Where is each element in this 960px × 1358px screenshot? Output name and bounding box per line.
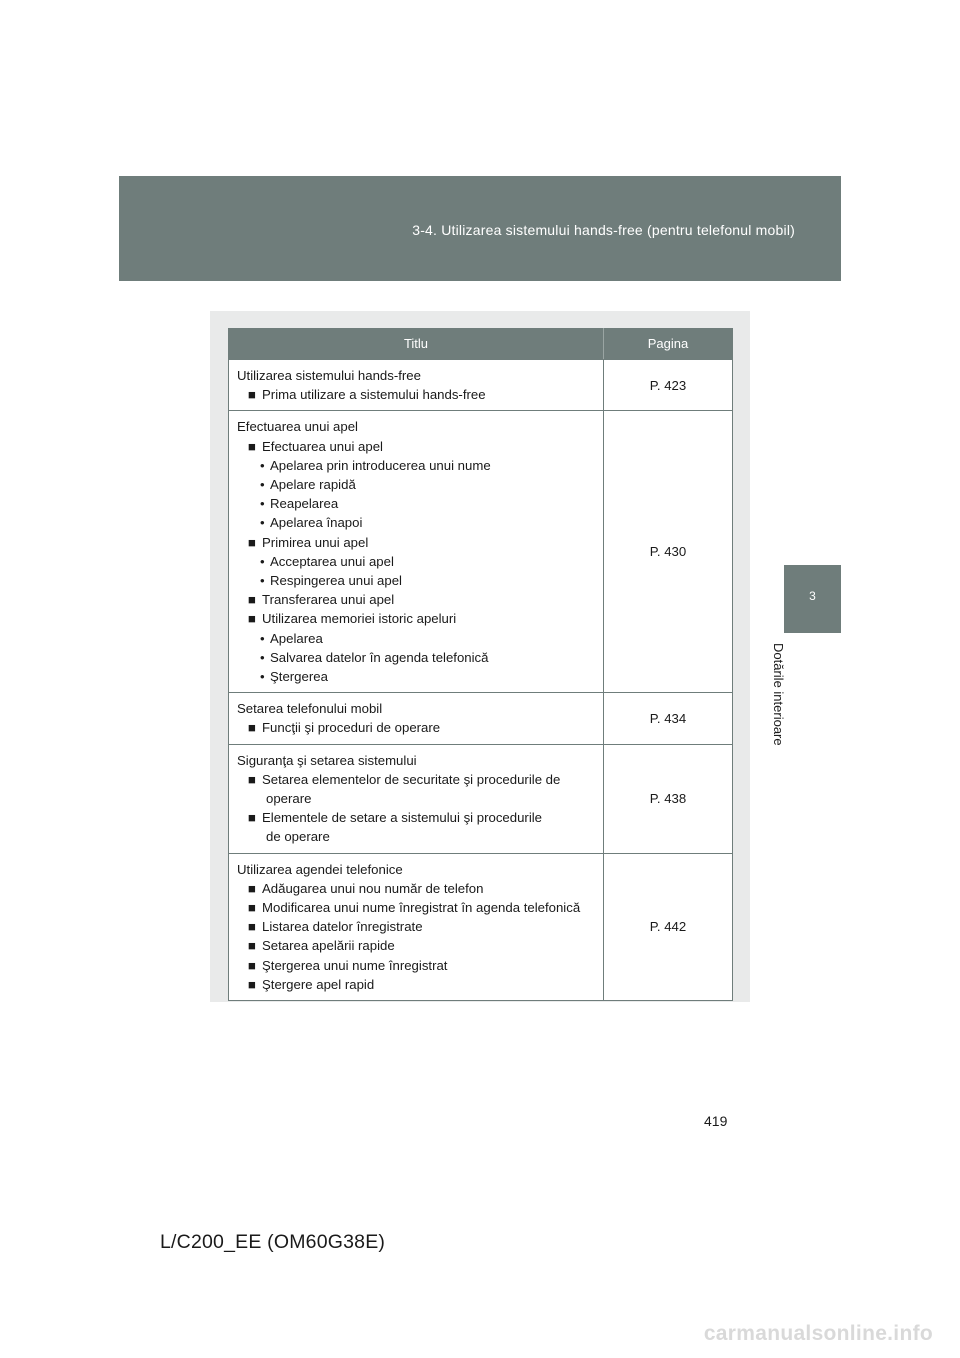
topic-label: Ştergerea — [270, 669, 328, 685]
subsection-label: Adăugarea unui nou număr de telefon — [262, 880, 484, 896]
subsection-item — [237, 917, 595, 936]
column-header-title: Titlu — [229, 329, 604, 360]
square-bullet-icon: ■ — [248, 438, 256, 454]
subsection-label: Ştergerea unui nume înregistrat — [262, 957, 448, 973]
table-row — [229, 411, 733, 693]
chapter-tab — [784, 565, 841, 633]
topic-item — [237, 629, 595, 648]
subsection-item — [237, 898, 595, 917]
section-heading: Utilizarea agendei telefonice — [237, 861, 403, 877]
subsection-label: Prima utilizare a sistemului hands-free — [262, 387, 486, 403]
square-bullet-icon: ■ — [248, 880, 256, 896]
section-heading: Utilizarea sistemului hands-free — [237, 368, 421, 383]
chapter-label: Dotările interioare — [771, 643, 786, 746]
square-bullet-icon: ■ — [248, 592, 256, 608]
square-bullet-icon: ■ — [248, 900, 256, 916]
topic-label: Apelarea — [270, 630, 323, 646]
subsection-item — [237, 808, 595, 827]
square-bullet-icon: ■ — [248, 534, 256, 550]
square-bullet-icon: ■ — [248, 720, 256, 736]
section-heading: Setarea telefonului mobil — [237, 701, 383, 717]
bullet-icon: • — [260, 669, 265, 685]
section-heading: Efectuarea unui apel — [237, 419, 358, 435]
watermark: carmanualsonline.info — [703, 1322, 933, 1345]
square-bullet-icon: ■ — [248, 771, 256, 787]
toc-header-row — [229, 329, 733, 360]
topic-item — [237, 648, 595, 667]
topic-label: Apelare rapidă — [270, 477, 356, 493]
topic-label: Salvarea datelor în agenda telefonică — [270, 649, 489, 665]
topic-item — [237, 513, 595, 532]
topic-label: Apelarea prin introducerea unui nume — [270, 457, 491, 473]
square-bullet-icon: ■ — [248, 976, 256, 992]
subsection-item — [237, 385, 595, 404]
subsection-label: Primirea unui apel — [262, 534, 369, 550]
topic-item — [237, 475, 595, 494]
square-bullet-icon: ■ — [248, 938, 256, 954]
table-row — [229, 360, 733, 411]
subsection-item — [237, 975, 595, 994]
title-cell — [229, 411, 604, 693]
subsection-continuation: operare — [266, 791, 312, 807]
chapter-number: 3 — [809, 589, 816, 603]
square-bullet-icon: ■ — [248, 387, 256, 403]
bullet-icon: • — [260, 630, 265, 646]
table-row — [229, 693, 733, 744]
bullet-icon: • — [260, 496, 265, 512]
document-code: L/C200_EE (OM60G38E) — [160, 1231, 386, 1253]
title-cell — [229, 853, 604, 1000]
subsection-continuation: de operare — [266, 829, 330, 845]
table-row — [229, 853, 733, 1000]
topic-label: Apelarea înapoi — [270, 515, 363, 531]
title-cell — [229, 693, 604, 744]
subsection-label: Utilizarea memoriei istoric apeluri — [262, 611, 457, 627]
chapter-label-wrap — [771, 643, 815, 763]
subsection-item — [237, 718, 595, 737]
subsection-item — [237, 590, 595, 609]
page-reference: P. 442 — [604, 853, 733, 1000]
topic-item — [237, 494, 595, 513]
subsection-item — [237, 879, 595, 898]
subsection-label: Ştergere apel rapid — [262, 976, 375, 992]
subsection-label: Modificarea unui nume înregistrat în agenda telefonică — [262, 900, 581, 916]
subsection-label: Funcţii şi proceduri de operare — [262, 720, 441, 736]
square-bullet-icon: ■ — [248, 810, 256, 826]
subsection-item — [237, 770, 595, 789]
bullet-icon: • — [260, 515, 265, 531]
subsection-label: Listarea datelor înregistrate — [262, 919, 423, 935]
toc-body — [229, 360, 733, 1001]
page-number: 419 — [704, 1113, 728, 1129]
bullet-icon: • — [260, 649, 265, 665]
title-cell — [229, 744, 604, 853]
page-reference: P. 438 — [604, 744, 733, 853]
column-header-page: Pagina — [604, 329, 733, 360]
page-reference: P. 430 — [604, 411, 733, 693]
topic-label: Acceptarea unui apel — [270, 553, 394, 569]
header-band — [119, 176, 841, 281]
subsection-item — [237, 956, 595, 975]
topic-item — [237, 571, 595, 590]
topic-item — [237, 456, 595, 475]
section-title: 3-4. Utilizarea sistemului hands-free (pentru telefonul mobil) — [412, 222, 795, 238]
subsection-item — [237, 609, 595, 628]
title-cell — [229, 360, 604, 411]
subsection-item — [237, 533, 595, 552]
bullet-icon: • — [260, 553, 265, 569]
square-bullet-icon: ■ — [248, 919, 256, 935]
bullet-icon: • — [260, 457, 265, 473]
subsection-item — [237, 936, 595, 955]
subsection-label: Transferarea unui apel — [262, 592, 395, 608]
subsection-label: Setarea elementelor de securitate şi procedurile de — [262, 771, 561, 787]
subsection-label: Setarea apelării rapide — [262, 938, 395, 954]
table-row — [229, 744, 733, 853]
toc-panel — [210, 311, 750, 1002]
section-heading: Siguranţa şi setarea sistemului — [237, 752, 417, 768]
subsection-label: Elementele de setare a sistemului şi procedurile — [262, 810, 543, 826]
topic-item — [237, 667, 595, 686]
page-reference: P. 434 — [604, 693, 733, 744]
subsection-item — [237, 437, 595, 456]
topic-label: Respingerea unui apel — [270, 573, 402, 589]
page-reference: P. 423 — [604, 360, 733, 411]
square-bullet-icon: ■ — [248, 957, 256, 973]
square-bullet-icon: ■ — [248, 611, 256, 627]
toc-table — [228, 328, 733, 1001]
topic-item — [237, 552, 595, 571]
bullet-icon: • — [260, 477, 265, 493]
topic-label: Reapelarea — [270, 496, 339, 512]
subsection-label: Efectuarea unui apel — [262, 438, 383, 454]
bullet-icon: • — [260, 573, 265, 589]
